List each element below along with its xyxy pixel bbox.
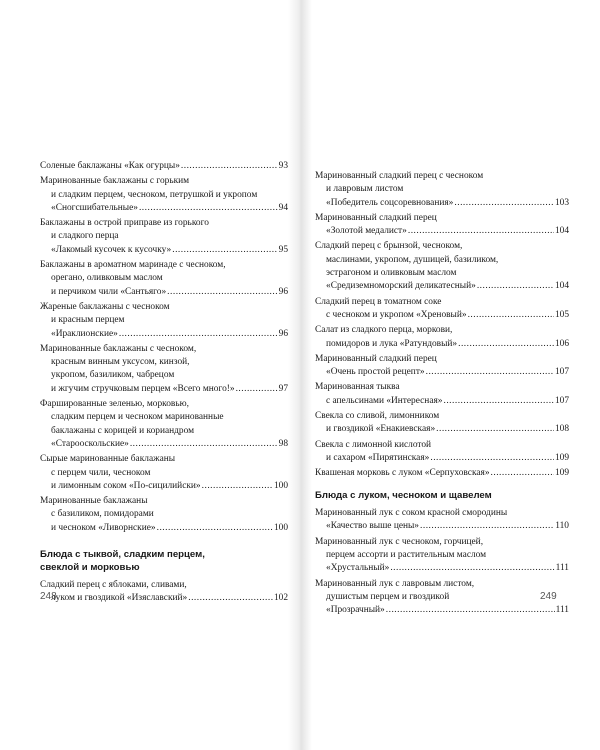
dot-leader — [454, 197, 554, 210]
toc-entry-title-line: красным винным уксусом, кинзой, — [51, 357, 190, 368]
toc-page-number: 111 — [555, 605, 569, 616]
toc-entry-title-line: «Средиземноморский деликатесный» — [326, 281, 476, 292]
dot-leader — [420, 520, 554, 533]
toc-page-number: 93 — [278, 161, 288, 171]
toc-entry-title-line: Маринованный лук с чесноком, горчицей, — [315, 536, 484, 547]
toc-entry-title-line: «Лакомый кусочек к кусочку» — [51, 244, 172, 255]
toc-entry — [315, 578, 569, 618]
toc-entry — [315, 240, 569, 293]
toc-page-number: 100 — [273, 522, 288, 533]
toc-entry-title-line: Сладкий перец в томатном соке — [315, 296, 442, 307]
dot-leader — [139, 202, 278, 215]
toc-entry-title-line: «Сногсшибательные» — [51, 202, 138, 213]
book-spine-shadow — [288, 0, 312, 750]
toc-entry-title-line: и сладкого перца — [51, 231, 119, 242]
toc-entry-title-line: «Качество выше цены» — [326, 521, 419, 532]
dot-leader — [477, 280, 554, 293]
toc-page-number: 104 — [554, 281, 569, 292]
toc-page-number: 103 — [554, 197, 569, 208]
toc-entry — [40, 160, 288, 173]
toc-entry — [315, 296, 569, 323]
dot-leader — [468, 309, 554, 322]
toc-entry-title-line: «Хрустальный» — [326, 563, 390, 574]
toc-page-number: 111 — [555, 563, 569, 574]
toc-entry-title-line: Сырые маринованные баклажаны — [40, 454, 176, 465]
dot-leader — [426, 366, 554, 379]
toc-entry-title-line: и сладким перцем, чесноком, петрушкой и укропом — [51, 189, 258, 200]
toc-entry-title-line: Маринованный лук с лавровым листом, — [315, 578, 475, 589]
toc-page-number: 109 — [554, 468, 569, 479]
dot-leader — [172, 244, 277, 257]
toc-entry — [40, 398, 288, 451]
toc-entry — [315, 353, 569, 380]
right-page-contents — [315, 170, 569, 619]
toc-entry — [315, 410, 569, 437]
toc-page-number: 106 — [554, 338, 569, 349]
toc-entry-title-line: луком и гвоздикой «Изяславский» — [51, 593, 188, 604]
toc-entry — [40, 175, 288, 215]
toc-entry-title-line: Фаршированные зеленью, морковью, — [40, 399, 189, 410]
left-page-contents — [40, 160, 288, 608]
toc-entry-title-line: Маринованные баклажаны — [40, 496, 148, 507]
toc-entry-title-line: Маринованный лук с соком красной смородины — [315, 508, 508, 519]
toc-entry-title-line: укропом, базиликом, чабрецом — [51, 370, 175, 381]
toc-entry-title-line: Сладкий перец с яблоками, сливами, — [40, 580, 187, 591]
toc-page-number: 104 — [554, 226, 569, 237]
toc-entry-title-line: «Золотой медалист» — [326, 226, 407, 237]
toc-entry — [315, 536, 569, 576]
toc-entry — [315, 467, 569, 480]
toc-entry-title-line: и лавровым листом — [326, 184, 404, 195]
toc-page-number: 102 — [273, 593, 288, 604]
toc-entry-title-line: Маринованный сладкий перец с чесноком — [315, 171, 484, 181]
toc-entry-title-line: и сахаром «Пирятинская» — [326, 452, 430, 463]
right-page-number: 249 — [540, 591, 557, 602]
toc-entry-title-line: Маринованные баклажаны с горьким — [40, 176, 190, 187]
toc-page-number: 97 — [278, 383, 288, 394]
toc-entry-title-line: с апельсинами «Интересная» — [326, 395, 443, 406]
toc-entry — [315, 170, 569, 210]
toc-entry-title-line: эстрагоном и оливковым маслом — [326, 268, 457, 279]
left-page-number: 248 — [40, 591, 57, 602]
dot-leader — [188, 592, 273, 605]
toc-entry — [40, 259, 288, 299]
toc-entry — [40, 301, 288, 341]
toc-entry-title-line: баклажаны с корицей и кориандром — [51, 425, 195, 436]
toc-entry — [315, 324, 569, 351]
toc-entry-title-line: с базиликом, помидорами — [51, 509, 154, 520]
toc-entry — [315, 212, 569, 239]
toc-entry-title-line: и жгучим стручковым перцем «Всего много!» — [51, 383, 235, 394]
toc-entry-title-line: Квашеная морковь с луком «Серпуховская» — [315, 468, 490, 479]
toc-page-number: 100 — [273, 480, 288, 491]
toc-entry-title-line: и перчиком чили «Сантьяго» — [51, 286, 167, 297]
toc-entry-title-line: помидоров и лука «Ратундовый» — [326, 338, 458, 349]
dot-leader — [130, 438, 278, 451]
toc-page-number: 107 — [554, 395, 569, 406]
section-heading-line: свеклой и морковью — [40, 561, 140, 573]
toc-entry-title-line: Маринованный сладкий перец — [315, 212, 437, 223]
toc-entry-title-line: Свекла со сливой, лимонником — [315, 411, 440, 422]
dot-leader — [430, 452, 554, 465]
dot-leader — [167, 286, 277, 299]
toc-page-number: 98 — [278, 438, 288, 449]
toc-entry-title-line: Маринованный сладкий перец — [315, 353, 437, 364]
toc-entry — [315, 381, 569, 408]
dot-leader — [386, 604, 555, 617]
dot-leader — [390, 562, 554, 575]
toc-page-number: 95 — [278, 244, 288, 255]
dot-leader — [408, 225, 554, 238]
toc-entry-title-line: Свекла с лимонной кислотой — [315, 439, 432, 450]
toc-entry-title-line: Сладкий перец с брынзой, чесноком, — [315, 241, 463, 252]
toc-entry-title-line: Маринованная тыква — [315, 382, 400, 393]
section-heading-line: Блюда с тыквой, сладким перцем, — [40, 549, 205, 561]
toc-page-number: 107 — [554, 367, 569, 378]
toc-entry-title-line: Баклажаны в ароматном маринаде с чесноком, — [40, 260, 226, 271]
dot-leader — [443, 395, 553, 408]
dot-leader — [202, 480, 273, 493]
toc-entry-title-line: «Очень простой рецепт» — [326, 367, 425, 378]
toc-entry-title-line: Маринованные баклажаны с чесноком, — [40, 343, 197, 354]
section-heading-line: Блюда с луком, чесноком и щавелем — [315, 489, 492, 501]
toc-entry — [315, 439, 569, 466]
toc-entry-title-line: «Старооскольские» — [51, 438, 129, 449]
dot-leader — [458, 338, 554, 351]
dot-leader — [157, 522, 273, 535]
toc-entry-title-line: с перцем чили, чесноком — [51, 467, 151, 478]
toc-page-number: 96 — [278, 286, 288, 297]
toc-entry-title-line: и красным перцем — [51, 315, 125, 326]
toc-entry-title-line: Соленые баклажаны «Как огурцы» — [40, 161, 180, 171]
toc-entry-title-line: и гвоздикой «Енакиевская» — [326, 424, 436, 435]
toc-entry — [40, 495, 288, 535]
dot-leader — [181, 160, 278, 173]
toc-entry-title-line: сладким перцем и чесноком маринованные — [51, 412, 224, 423]
toc-entry-title-line: Жареные баклажаны с чесноком — [40, 301, 170, 312]
toc-entry-title-line: Баклажаны в острой приправе из горького — [40, 218, 209, 229]
toc-entry — [315, 507, 569, 534]
toc-entry-title-line: орегано, оливковым маслом — [51, 273, 163, 284]
section-heading — [40, 549, 288, 574]
toc-entry-title-line: с чесноком и укропом «Хреновый» — [326, 309, 467, 320]
toc-entry-title-line: «Победитель соцсоревнования» — [326, 197, 454, 208]
toc-entry-title-line: Салат из сладкого перца, моркови, — [315, 325, 453, 336]
toc-page-number: 94 — [278, 202, 288, 213]
toc-entry — [40, 343, 288, 396]
toc-entry-title-line: маслинами, укропом, душицей, базиликом, — [326, 254, 499, 265]
dot-leader — [491, 467, 554, 480]
toc-page-number: 110 — [555, 521, 569, 532]
toc-page-number: 108 — [554, 424, 569, 435]
toc-entry-title-line: душистым перцем и гвоздикой — [326, 591, 450, 602]
dot-leader — [236, 383, 278, 396]
toc-entry-title-line: «Прозрачный» — [326, 605, 385, 616]
toc-entry — [40, 579, 288, 606]
dot-leader — [436, 423, 554, 436]
toc-entry-title-line: и лимонным соком «По-сицилийски» — [51, 480, 201, 491]
section-heading — [315, 490, 569, 503]
toc-entry-title-line: перцем ассорти и растительным маслом — [326, 549, 487, 560]
toc-entry-title-line: «Ираклионские» — [51, 328, 118, 339]
toc-entry — [40, 453, 288, 493]
dot-leader — [119, 328, 278, 341]
toc-page-number: 105 — [554, 309, 569, 320]
toc-page-number: 109 — [554, 452, 569, 463]
toc-entry-title-line: и чесноком «Ливорнские» — [51, 522, 156, 533]
toc-page-number: 96 — [278, 328, 288, 339]
toc-entry — [40, 217, 288, 257]
